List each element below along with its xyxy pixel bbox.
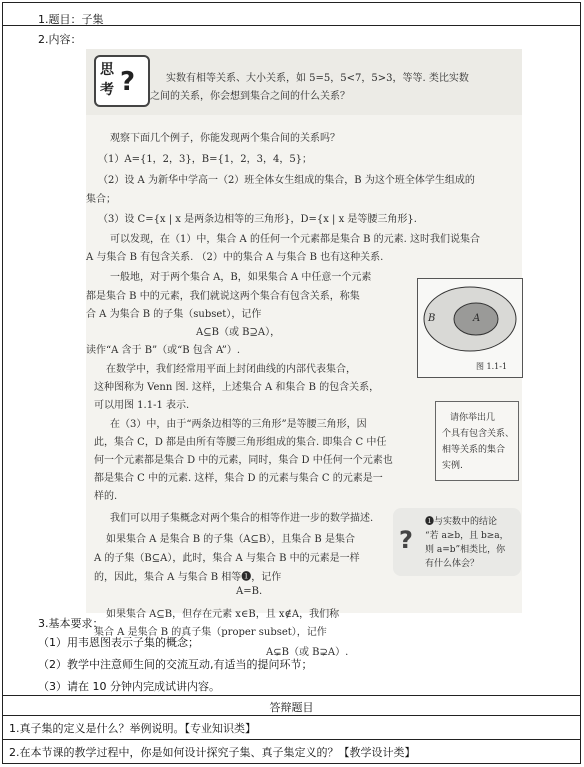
- paragraph-line: 读作“A 含于 B”（或“B 包含 A”）.: [86, 345, 241, 356]
- paragraph-line: 在数学中，我们经常用平面上封闭曲线的内部代表集合，: [106, 364, 356, 375]
- paragraph-line: 在（3）中，由于“两条边相等的三角形”是等腰三角形，因: [110, 419, 367, 430]
- think-box: [86, 49, 522, 115]
- think-badge: [94, 55, 150, 107]
- divider-defense-mid: [3, 739, 580, 740]
- paragraph-line: 可以发现，在（1）中，集合 A 的任何一个元素都是集合 B 的元素. 这时我们说集合: [110, 234, 481, 245]
- paragraph-line: A⊆B（或 B⊇A），: [196, 327, 281, 338]
- paragraph-line: （2）设 A 为新华中学高一（2）班全体女生组成的集合，B 为这个班全体学生组成的: [98, 175, 475, 186]
- paragraph-line: （1）A={1，2，3}，B={1，2，3，4，5}；: [98, 154, 313, 165]
- bubble-line: “若 a≥b，且 b≥a，: [425, 531, 509, 541]
- paragraph-line: A⊊B（或 B⊋A）.: [266, 647, 349, 658]
- paragraph-line: 集合 A 是集合 B 的真子集（proper subset），记作: [94, 627, 327, 638]
- question-mark-icon: ?: [120, 67, 136, 97]
- side-note-line: 请你举出几: [450, 413, 496, 423]
- paragraph-line: A 的子集（B⊆A），此时，集合 A 与集合 B 中的元素是一样: [94, 553, 360, 564]
- question-mark-icon: ?: [399, 526, 413, 554]
- bubble-line: 有什么体会？: [425, 559, 480, 569]
- requirement-item: （3）请在 10 分钟内完成试讲内容。: [38, 680, 220, 693]
- think-text-line-1: 实数有相等关系、大小关系，如 5=5，5<7，5>3，等等. 类比实数: [166, 73, 469, 84]
- defense-question: 1.真子集的定义是什么？举例说明。【专业知识类】: [9, 722, 256, 735]
- bubble-line: ❶与实数中的结论: [425, 517, 498, 527]
- divider-top: [3, 25, 580, 26]
- paragraph-line: 我们可以用子集概念对两个集合的相等作进一步的数学描述.: [110, 513, 374, 524]
- requirement-item: （2）教学中注意师生间的交流互动,有适当的提问环节；: [38, 658, 313, 671]
- defense-question: 2.在本节课的教学过程中，你是如何设计探究子集、真子集定义的？【教学设计类】: [9, 746, 416, 759]
- paragraph-line: 如果集合 A⊆B，但存在元素 x∈B，且 x∉A，我们称: [106, 609, 340, 620]
- exam-sheet: [2, 2, 581, 764]
- requirements-title: 3.基本要求：: [38, 617, 104, 630]
- defense-title: 答辩题目: [269, 701, 314, 714]
- think-text-line-2: 之间的关系，你会想到集合之间的什么关系？: [150, 91, 350, 102]
- paragraph-line: 集合；: [86, 194, 116, 205]
- paragraph-line: 一般地，对于两个集合 A，B，如果集合 A 中任意一个元素: [110, 272, 372, 283]
- side-note-line: 实例.: [442, 461, 463, 471]
- paragraph-line: 样的.: [94, 491, 118, 502]
- paragraph-line: （3）设 C={x | x 是两条边相等的三角形}，D={x | x 是等腰三角形}.: [98, 214, 417, 225]
- paragraph-line: 可以用图 1.1-1 表示.: [94, 400, 190, 411]
- side-note-line: 个具有包含关系、: [442, 429, 515, 439]
- divider-defense-title: [3, 715, 580, 716]
- paragraph-line: 都是集合 B 中的元素，我们就说这两个集合有包含关系，称集: [86, 291, 360, 302]
- paragraph-line: 如果集合 A 是集合 B 的子集（A⊆B），且集合 B 是集合: [106, 534, 355, 545]
- divider-defense-top: [3, 695, 580, 696]
- paragraph-line: 这种图称为 Venn 图. 这样，上述集合 A 和集合 B 的包含关系，: [94, 382, 380, 393]
- paragraph-line: A=B.: [236, 586, 263, 597]
- thinking-bubble: [393, 508, 521, 576]
- figure-caption: 图 1.1-1: [476, 362, 508, 371]
- think-char-2: 考: [100, 82, 114, 98]
- side-note-box: [435, 401, 519, 481]
- bubble-line: 则 a=b”相类比，你: [425, 545, 506, 555]
- paragraph-line: A 与集合 B 有包含关系. （2）中的集合 A 与集合 B 也有这种关系.: [86, 252, 384, 263]
- topic-line: 1.题目：子集: [38, 13, 104, 26]
- side-note-line: 相等关系的集合: [442, 445, 506, 455]
- paragraph-line: 都是集合 C 中的元素. 这样，集合 D 的元素与集合 C 的元素是一: [94, 473, 383, 484]
- paragraph-line: 观察下面几个例子，你能发现两个集合间的关系吗？: [110, 133, 340, 144]
- paragraph-line: 此，集合 C，D 都是由所有等腰三角形组成的集合. 即集合 C 中任: [94, 437, 387, 448]
- paragraph-line: 的，因此，集合 A 与集合 B 相等❶，记作: [94, 572, 282, 583]
- venn-label-a: A: [473, 313, 481, 324]
- paragraph-line: 何一个元素都是集合 D 中的元素，同时，集合 D 中任何一个元素也: [94, 455, 393, 466]
- venn-label-b: B: [428, 313, 436, 324]
- paragraph-line: 合 A 为集合 B 的子集（subset），记作: [86, 309, 262, 320]
- venn-diagram: [417, 278, 523, 378]
- content-label: 2.内容：: [38, 33, 82, 46]
- think-char-1: 思: [100, 62, 114, 78]
- requirement-item: （1）用韦恩图表示子集的概念；: [38, 636, 199, 649]
